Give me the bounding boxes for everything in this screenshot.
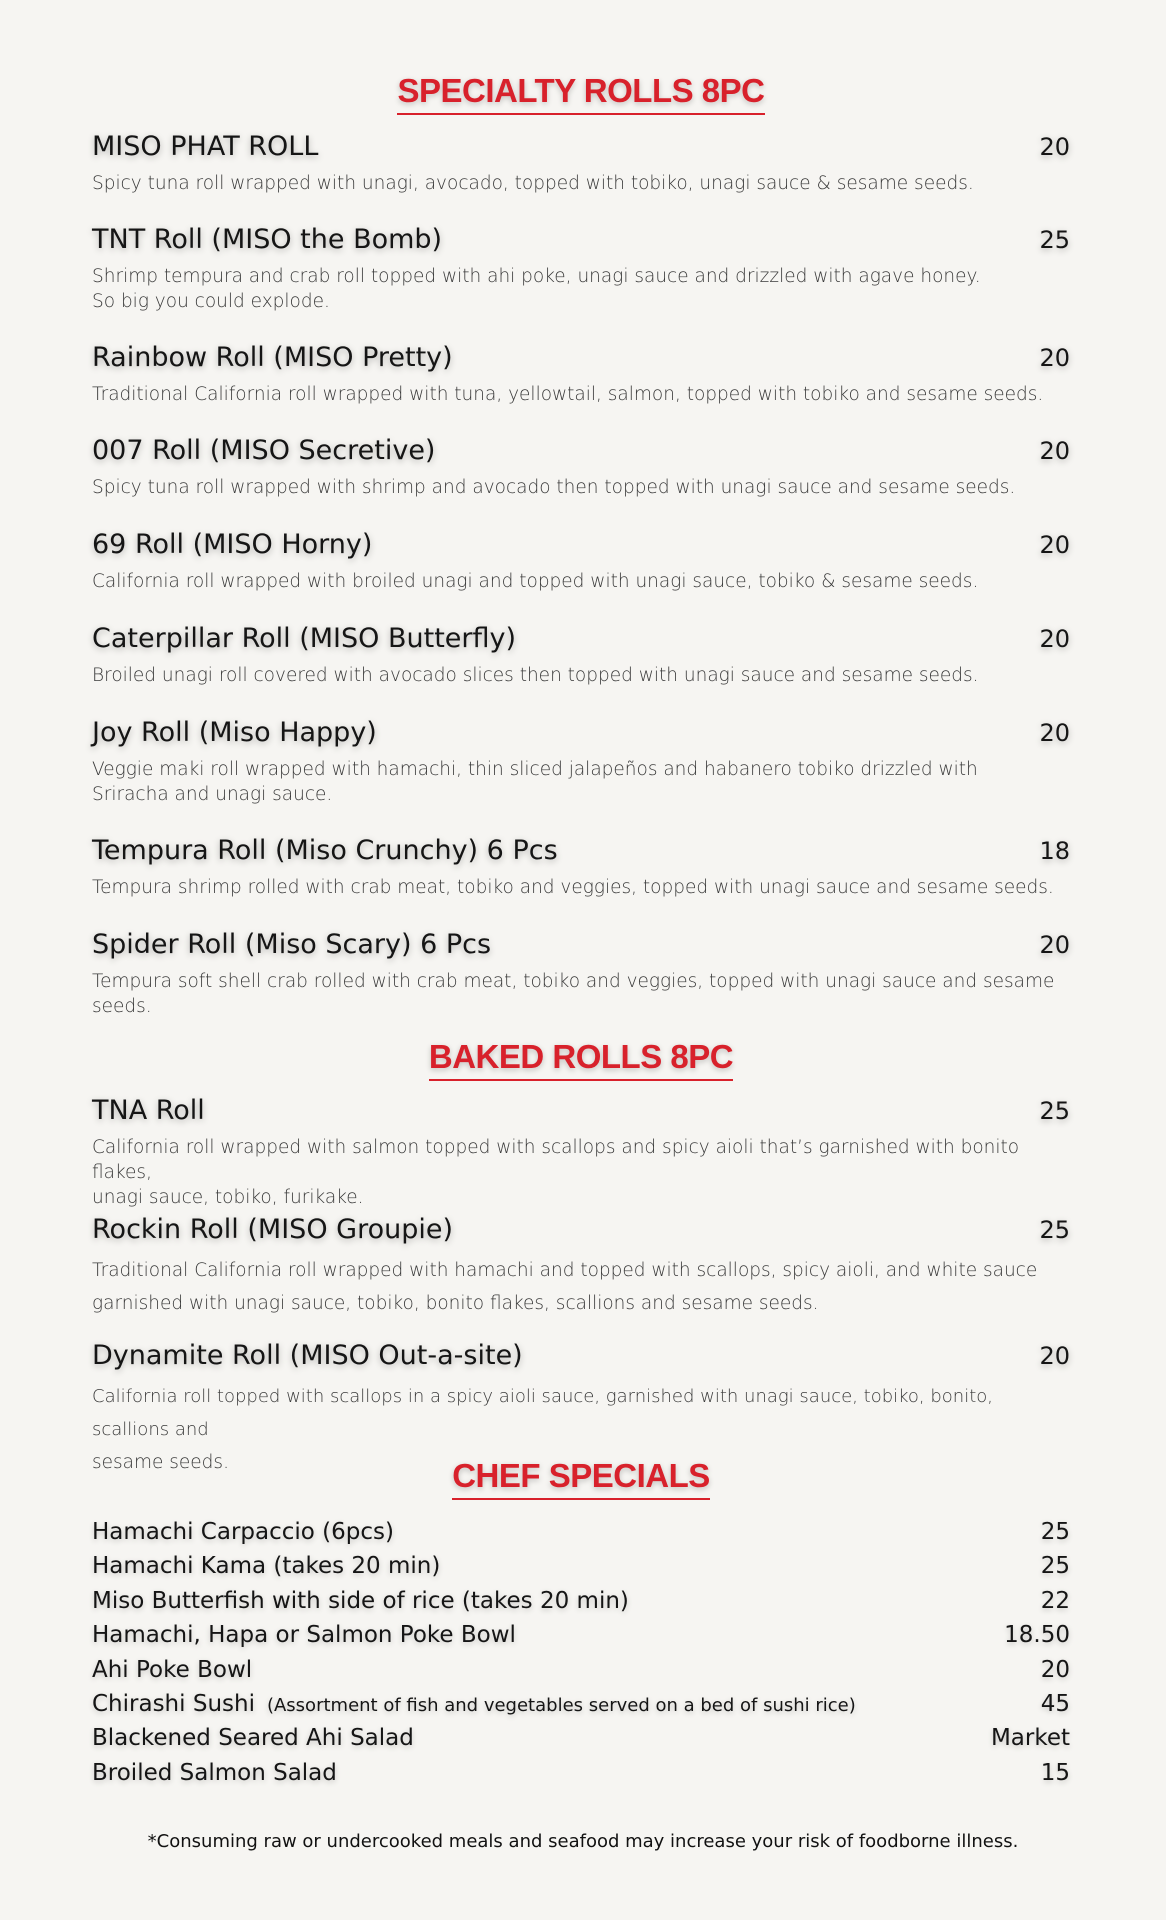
item-name: Hamachi, Hapa or Salmon Poke Bowl bbox=[92, 1622, 516, 1649]
list-item bbox=[92, 1622, 1070, 1656]
item-name: Blackened Seared Ahi Salad bbox=[92, 1725, 414, 1752]
item-price: 18.50 bbox=[1004, 1622, 1070, 1649]
menu-item bbox=[92, 435, 1070, 500]
menu-item bbox=[92, 1095, 1070, 1210]
item-price: 20 bbox=[1040, 1656, 1070, 1683]
list-item bbox=[92, 1588, 1070, 1622]
item-name: Tempura Roll (Miso Crunchy) 6 Pcs bbox=[92, 835, 558, 866]
item-price: 25 bbox=[1039, 1097, 1070, 1125]
list-item bbox=[92, 1725, 1070, 1759]
item-name: 007 Roll (MISO Secretive) bbox=[92, 435, 436, 466]
item-name: Chirashi Sushi (Assortment of fish and vegetables served on a bed of sushi rice) bbox=[92, 1690, 856, 1717]
list-item bbox=[92, 1760, 1070, 1794]
menu-item bbox=[92, 342, 1070, 407]
item-description: California roll topped with scallops in a spicy aioli sauce, garnished with unagi sauce, tobiko, bonito, scallions and sesame seeds. bbox=[92, 1386, 994, 1473]
menu-item bbox=[92, 835, 1070, 900]
item-name: Hamachi Kama (takes 20 min) bbox=[92, 1553, 441, 1580]
item-description: Spicy tuna roll wrapped with unagi, avocado, topped with tobiko, unagi sauce & sesame seeds. bbox=[92, 173, 974, 194]
list-item bbox=[92, 1657, 1070, 1691]
item-price: Market bbox=[990, 1725, 1070, 1752]
menu-item bbox=[92, 131, 1070, 196]
menu-item bbox=[92, 929, 1070, 1019]
item-description: Veggie maki roll wrapped with hamachi, thin sliced jalapeños and habanero tobiko drizzled with Sriracha and unagi sauce. bbox=[92, 759, 978, 805]
chef-specials-list bbox=[92, 1519, 1070, 1794]
item-price: 25 bbox=[1039, 226, 1070, 254]
item-description: Traditional California roll wrapped with hamachi and topped with scallops, spicy aioli, and white sauce garnished with unagi sauce, tobiko, bonito flakes, scallions and sesame seeds. bbox=[92, 1260, 1038, 1314]
item-price: 22 bbox=[1040, 1587, 1070, 1614]
item-description: Tempura shrimp rolled with crab meat, tobiko and veggies, topped with unagi sauce and sesame seeds. bbox=[92, 877, 1054, 898]
item-price: 20 bbox=[1039, 625, 1070, 653]
item-price: 45 bbox=[1040, 1690, 1070, 1717]
item-description: Broiled unagi roll covered with avocado slices then topped with unagi sauce and sesame seeds. bbox=[92, 665, 979, 686]
item-name: Ahi Poke Bowl bbox=[92, 1656, 253, 1683]
chef-specials-heading: CHEF SPECIALS bbox=[92, 1457, 1070, 1500]
item-name: TNT Roll (MISO the Bomb) bbox=[92, 224, 443, 255]
item-description: Shrimp tempura and crab roll topped with ahi poke, unagi sauce and drizzled with agave honey. So big you could explode. bbox=[92, 266, 981, 312]
item-price: 18 bbox=[1039, 837, 1070, 865]
item-name: Joy Roll (Miso Happy) bbox=[92, 717, 377, 748]
menu-item bbox=[92, 623, 1070, 688]
item-name: Spider Roll (Miso Scary) 6 Pcs bbox=[92, 929, 492, 960]
item-price: 20 bbox=[1039, 719, 1070, 747]
item-price: 20 bbox=[1039, 931, 1070, 959]
item-name: TNA Roll bbox=[92, 1095, 205, 1126]
item-price: 25 bbox=[1039, 1216, 1070, 1244]
item-name: Caterpillar Roll (MISO Butterfly) bbox=[92, 623, 517, 654]
item-description: Tempura soft shell crab rolled with crab meat, tobiko and veggies, topped with unagi sauce and sesame seeds. bbox=[92, 971, 1055, 1017]
item-price: 25 bbox=[1040, 1553, 1070, 1580]
allergy-footnote: *Consuming raw or undercooked meals and seafood may increase your risk of foodborne illness. bbox=[147, 1831, 1019, 1852]
item-price: 20 bbox=[1039, 437, 1070, 465]
menu-item bbox=[92, 224, 1070, 314]
item-description: Traditional California roll wrapped with tuna, yellowtail, salmon, topped with tobiko and sesame seeds. bbox=[92, 384, 1044, 405]
specialty-rolls-heading: SPECIALTY ROLLS 8PC bbox=[92, 72, 1070, 115]
item-name: Broiled Salmon Salad bbox=[92, 1759, 337, 1786]
item-name: Rainbow Roll (MISO Pretty) bbox=[92, 342, 453, 373]
menu-item bbox=[92, 1214, 1070, 1320]
item-price: 20 bbox=[1039, 133, 1070, 161]
list-item bbox=[92, 1553, 1070, 1587]
item-name: Miso Butterfish with side of rice (takes 20 min) bbox=[92, 1587, 629, 1614]
menu-item bbox=[92, 717, 1070, 807]
item-name: Hamachi Carpaccio (6pcs) bbox=[92, 1519, 394, 1545]
baked-rolls-heading: BAKED ROLLS 8PC bbox=[92, 1038, 1070, 1081]
item-name: MISO PHAT ROLL bbox=[92, 131, 319, 162]
item-price: 20 bbox=[1039, 1342, 1070, 1370]
menu-item bbox=[92, 529, 1070, 594]
item-name: 69 Roll (MISO Horny) bbox=[92, 529, 373, 560]
item-price: 15 bbox=[1040, 1759, 1070, 1786]
item-note: (Assortment of fish and vegetables served on a bed of sushi rice) bbox=[266, 1694, 856, 1716]
item-price: 20 bbox=[1039, 344, 1070, 372]
item-name: Rockin Roll (MISO Groupie) bbox=[92, 1214, 454, 1245]
item-description: Spicy tuna roll wrapped with shrimp and avocado then topped with unagi sauce and sesame seeds. bbox=[92, 477, 1016, 498]
item-description: California roll wrapped with salmon topped with scallops and spicy aioli that’s garnished with bonito flakes, unagi sauce, tobiko, furikake. bbox=[92, 1137, 1020, 1208]
item-price: 25 bbox=[1040, 1519, 1070, 1545]
item-name: Dynamite Roll (MISO Out-a-site) bbox=[92, 1340, 523, 1371]
item-description: California roll wrapped with broiled unagi and topped with unagi sauce, tobiko & sesame seeds. bbox=[92, 571, 979, 592]
list-item bbox=[92, 1519, 1070, 1553]
item-price: 20 bbox=[1039, 531, 1070, 559]
list-item bbox=[92, 1691, 1070, 1725]
